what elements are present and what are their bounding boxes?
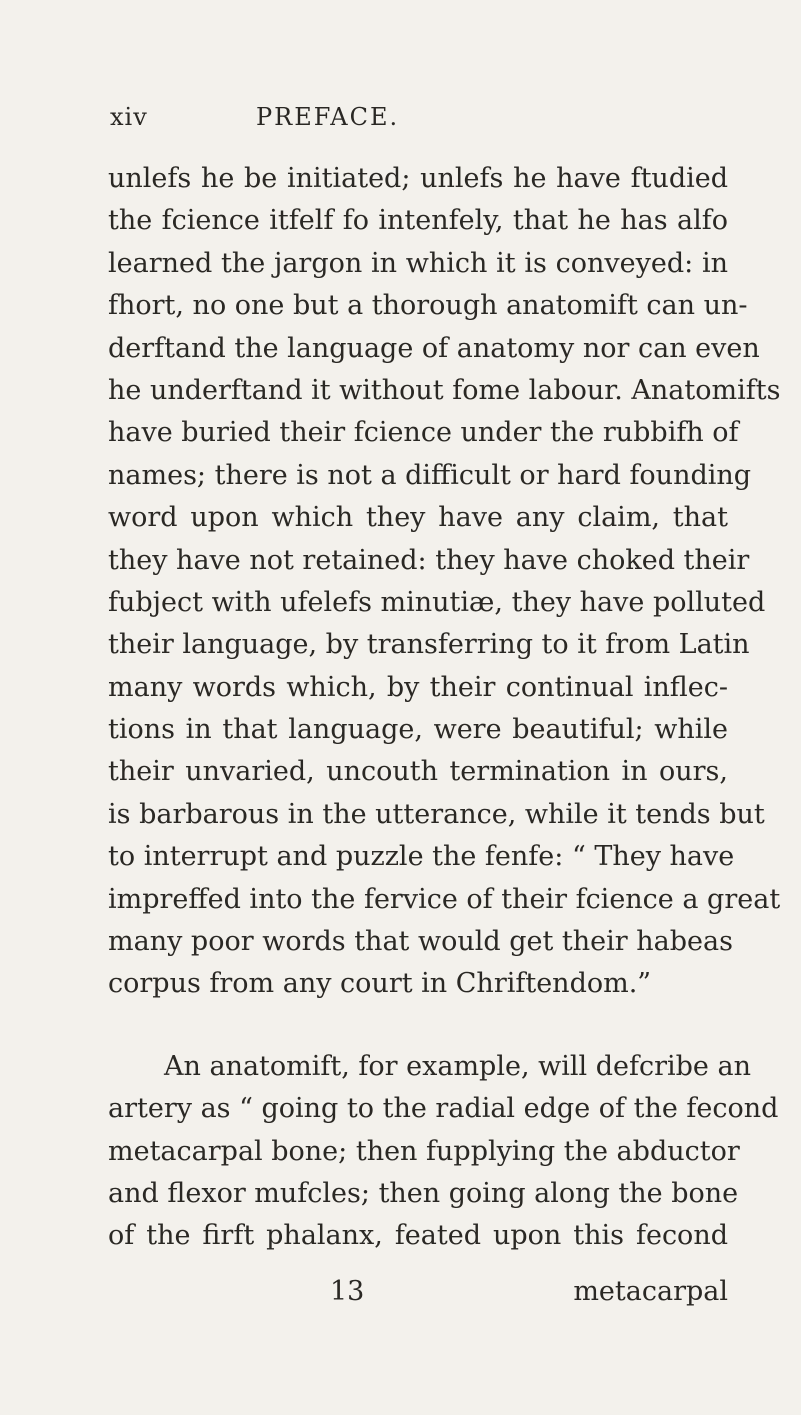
text-line: word upon which they have any claim, that [108, 502, 728, 534]
paragraph-2 [108, 1046, 779, 1258]
text-line: he underftand it without fome labour. Anatomifts [108, 374, 781, 406]
body-text [108, 158, 781, 1258]
paragraph-gap [108, 1006, 728, 1046]
text-line: the fcience itfelf fo intenfely, that he has alfo [108, 205, 728, 237]
text-line: fhort, no one but a thorough anatomift can un- [108, 290, 748, 322]
page-footer [108, 1276, 728, 1318]
running-head [110, 103, 710, 139]
text-line: many words which, by their continual inflec- [108, 671, 728, 703]
text-line: corpus from any court in Chriftendom.” [108, 968, 652, 1000]
text-line: names; there is not a difficult or hard founding [108, 459, 752, 491]
text-line: learned the jargon in which it is conveyed: in [108, 247, 728, 279]
text-line: and flexor mufcles; then going along the bone [108, 1177, 739, 1209]
text-line: they have not retained: they have choked their [108, 544, 750, 576]
header-title: PREFACE. [256, 103, 400, 131]
page-number: xiv [110, 103, 148, 131]
text-line: derftand the language of anatomy nor can even [108, 332, 760, 364]
signature-mark: 13 [330, 1276, 365, 1307]
text-line: to interrupt and puzzle the fenfe: “ They have [108, 841, 735, 873]
text-line: artery as “ going to the radial edge of the fecond [108, 1093, 779, 1125]
text-line: their language, by transferring to it from Latin [108, 629, 750, 661]
text-line: is barbarous in the utterance, while it tends but [108, 798, 765, 830]
text-line: many poor words that would get their habeas [108, 926, 733, 958]
text-line: impreffed into the fervice of their fcience a great [108, 883, 781, 915]
text-line: their unvaried, uncouth termination in ours, [108, 756, 728, 788]
text-line: An anatomift, for example, will defcribe an [164, 1050, 751, 1082]
text-line: have buried their fcience under the rubbifh of [108, 417, 739, 449]
catchword: metacarpal [573, 1276, 728, 1307]
text-line: unlefs he be initiated; unlefs he have ftudied [108, 163, 728, 194]
text-line: fubject with ufelefs minutiæ, they have polluted [108, 586, 766, 618]
paragraph-1 [108, 158, 781, 1006]
text-line: metacarpal bone; then fupplying the abductor [108, 1135, 740, 1167]
text-line: tions in that language, were beautiful; while [108, 714, 728, 746]
text-line: of the firft phalanx, feated upon this fecond [108, 1220, 728, 1252]
